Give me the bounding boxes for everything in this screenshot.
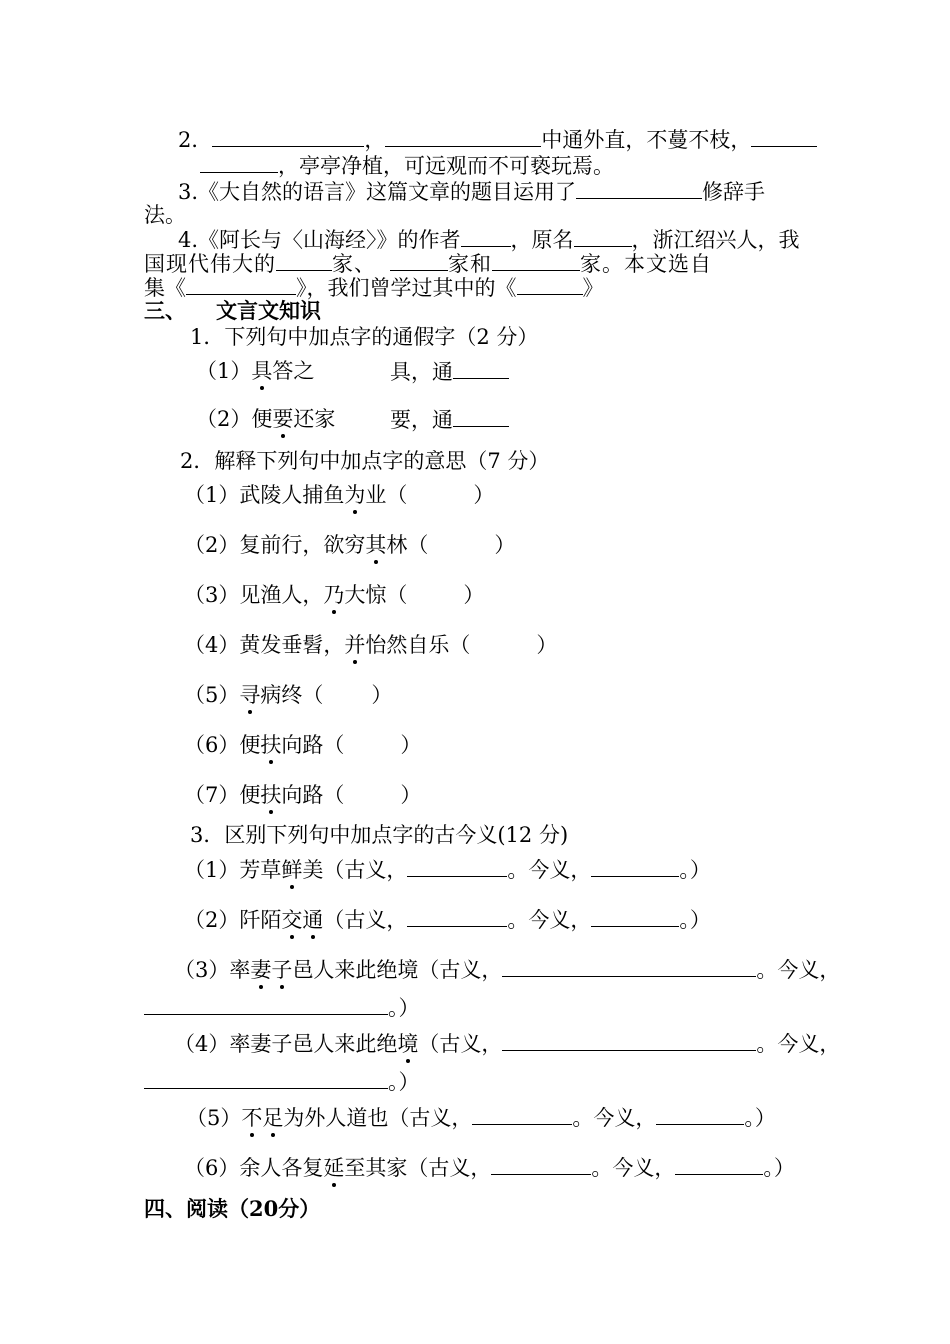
s3-q2-title xyxy=(180,448,549,474)
gu-blank[interactable] xyxy=(472,1104,572,1125)
item-number: （2） xyxy=(196,407,252,431)
s3-q3-item-4-cont xyxy=(144,1068,420,1095)
q4-text-2: ，原名 xyxy=(510,228,574,252)
gu-label: （古义， xyxy=(323,858,408,882)
dotted-char: 境 xyxy=(397,1032,419,1056)
jin-label: 。今义， xyxy=(756,958,841,982)
end-label: 。） xyxy=(388,1070,420,1094)
jin-label: 。今义， xyxy=(591,1156,676,1180)
jin-blank[interactable] xyxy=(144,1068,388,1089)
q2-blank-1[interactable] xyxy=(212,126,364,147)
item-text-after: 向路（ xyxy=(281,733,345,757)
jin-blank[interactable] xyxy=(144,994,388,1015)
s3-q1-title-text: 1．下列句中加点字的通假字（2 分） xyxy=(190,325,539,349)
gu-blank[interactable] xyxy=(491,1154,591,1175)
jin-blank[interactable] xyxy=(591,906,679,927)
item-text-before: 武陵人捕鱼 xyxy=(239,483,345,507)
s3-q1-title xyxy=(190,324,538,350)
s3-q2-item-5 xyxy=(184,682,392,708)
s3-q2-item-4 xyxy=(184,632,557,658)
q4-blank-8[interactable] xyxy=(186,274,296,295)
gu-blank[interactable] xyxy=(502,1030,756,1051)
item-text-before: 黄发垂髫， xyxy=(239,633,345,657)
s3-q3-item-1 xyxy=(184,856,711,883)
q4-text-10: 》 xyxy=(582,276,604,300)
s3-q3-item-3-cont xyxy=(144,994,420,1021)
item-number: （7） xyxy=(184,783,240,807)
item-text-before: （6）余人各复 xyxy=(184,1156,324,1180)
q2-text-1: 中通外直，不蔓不枝， xyxy=(541,128,752,152)
q2-line2 xyxy=(200,152,614,179)
dotted-char: 鲜 xyxy=(281,858,303,882)
s3-q2-item-6 xyxy=(184,732,421,758)
item-text-after: 向路（ xyxy=(281,783,345,807)
tongjia-label: 具，通 xyxy=(390,360,453,384)
item-text-after: 邑人来此绝境 xyxy=(292,958,419,982)
gu-blank[interactable] xyxy=(407,906,507,927)
dotted-char: 扶 xyxy=(260,733,282,757)
dotted-char: 足 xyxy=(262,1106,284,1130)
s3-q1-item-1-right xyxy=(390,358,509,385)
s3-q1-item-1 xyxy=(196,358,314,384)
gu-label: （古义， xyxy=(323,908,408,932)
q3-blank[interactable] xyxy=(576,178,702,199)
item-number: （6） xyxy=(184,733,240,757)
s3-q2-title-text: 2．解释下列句中加点字的意思（7 分） xyxy=(180,449,550,473)
q4-blank-name[interactable] xyxy=(574,226,632,247)
dotted-char: 交 xyxy=(281,908,303,932)
gu-label: （古义， xyxy=(418,958,503,982)
dotted-char: 通 xyxy=(302,908,324,932)
s3-q1-item-2 xyxy=(196,406,335,432)
s3-q2-item-1 xyxy=(184,482,494,508)
gu-label: （古义， xyxy=(407,1156,492,1180)
s3-q3-title-text: 3．区别下列句中加点字的古今义(12 分) xyxy=(190,823,569,847)
s3-q3-item-4 xyxy=(174,1030,840,1057)
s3-q2-item-7 xyxy=(184,782,421,808)
close-paren: ） xyxy=(400,733,422,757)
q2-text-2: ，亭亭净植，可远观而不可亵玩焉。 xyxy=(278,154,614,178)
section3-title: 文言文知识 xyxy=(216,298,321,323)
dotted-char: 扶 xyxy=(260,783,282,807)
item-number: （4） xyxy=(184,633,240,657)
dotted-char: 并 xyxy=(344,633,366,657)
close-paren: ） xyxy=(494,533,516,557)
item-text-before: 见渔人， xyxy=(239,583,324,607)
q4-line1 xyxy=(178,226,800,253)
q4-blank-5[interactable] xyxy=(390,250,448,271)
s3-q3-item-2 xyxy=(184,906,711,933)
q3-line1 xyxy=(178,178,765,205)
item-text-before: （1）芳草 xyxy=(184,858,282,882)
q2-comma: ， xyxy=(364,128,386,152)
item-text-after: 为外人道也 xyxy=(283,1106,389,1130)
tongjia-blank-2[interactable] xyxy=(453,406,509,427)
item-text-before: （5） xyxy=(186,1106,242,1130)
section4-heading xyxy=(144,1196,320,1222)
q4-text-6: 家和 xyxy=(448,252,492,276)
s3-q3-item-3 xyxy=(174,956,840,983)
item-text-after: 美 xyxy=(302,858,324,882)
dotted-char: 其 xyxy=(365,533,387,557)
close-paren: ） xyxy=(463,583,485,607)
item-text-before: （3）率 xyxy=(174,958,251,982)
item-number: （3） xyxy=(184,583,240,607)
dotted-char: 乃 xyxy=(323,583,345,607)
gu-blank[interactable] xyxy=(407,856,507,877)
jin-blank[interactable] xyxy=(675,1154,763,1175)
item-text-after: 至其家 xyxy=(344,1156,408,1180)
q4-text-9: 》，我们曾学过其中的《 xyxy=(296,276,517,300)
q4-text-3: ，浙江绍兴人，我 xyxy=(631,228,800,252)
s3-q3-item-5 xyxy=(186,1104,776,1131)
item-text-after: 大惊（ xyxy=(344,583,408,607)
item-text-after: 业（ xyxy=(365,483,408,507)
q3-text-3: 法。 xyxy=(144,203,186,227)
q4-blank-author[interactable] xyxy=(461,226,511,247)
q4-text-7: 家。本文选自 xyxy=(580,252,712,276)
dotted-char: 不 xyxy=(241,1106,263,1130)
q4-line2 xyxy=(144,250,712,277)
q2-blank-3[interactable] xyxy=(751,126,817,147)
gu-blank[interactable] xyxy=(502,956,756,977)
item-text-before: 便 xyxy=(239,783,261,807)
item-number: （5） xyxy=(184,683,240,707)
end-label: 。） xyxy=(763,1156,795,1180)
q2-number: 2． xyxy=(178,128,213,152)
dotted-char: 具 xyxy=(251,359,273,383)
item-number: （1） xyxy=(196,359,252,383)
jin-blank[interactable] xyxy=(656,1104,744,1125)
item-text-after: 还家 xyxy=(293,407,336,431)
dotted-char: 延 xyxy=(323,1156,345,1180)
tongjia-label: 要，通 xyxy=(390,408,453,432)
q4-blank-6[interactable] xyxy=(492,250,580,271)
jin-blank[interactable] xyxy=(591,856,679,877)
item-text-before: 复前行，欲穷 xyxy=(239,533,366,557)
q3-text-2: 修辞手 xyxy=(702,180,766,204)
close-paren: ） xyxy=(371,683,393,707)
close-paren: ） xyxy=(400,783,422,807)
q2-line1 xyxy=(178,126,817,153)
dotted-char: 子 xyxy=(271,958,293,982)
item-text-before: 便 xyxy=(239,733,261,757)
jin-label: 。今义， xyxy=(756,1032,841,1056)
item-number: （1） xyxy=(184,483,240,507)
dotted-char: 寻 xyxy=(239,683,261,707)
jin-label: 。今义， xyxy=(507,908,592,932)
end-label: 。） xyxy=(388,996,420,1020)
q4-text-5: 家、 xyxy=(332,252,376,276)
s3-q3-title xyxy=(190,822,568,848)
q2-blank-4[interactable] xyxy=(200,152,278,173)
end-label: 。） xyxy=(679,908,711,932)
dotted-char: 妻 xyxy=(250,958,272,982)
item-text-before: （2）阡陌 xyxy=(184,908,282,932)
item-text-after: 病终（ xyxy=(260,683,324,707)
tongjia-blank-1[interactable] xyxy=(453,358,509,379)
q4-line3 xyxy=(144,274,604,301)
close-paren: ） xyxy=(473,483,495,507)
section3-number: 三、 xyxy=(144,298,186,323)
item-text-before: （4）率妻子邑人来此绝 xyxy=(174,1032,398,1056)
close-paren: ） xyxy=(536,633,558,657)
q3-text-1: 3.《大自然的语言》这篇文章的题目运用了 xyxy=(178,180,577,204)
q4-text-4: 国现代伟大的 xyxy=(144,252,276,276)
item-text-after: 答之 xyxy=(272,359,315,383)
q4-text-1: 4.《阿长与〈山海经〉》的作者 xyxy=(178,228,461,252)
q2-blank-2[interactable] xyxy=(385,126,541,147)
dotted-char: 为 xyxy=(344,483,366,507)
jin-label: 。今义， xyxy=(572,1106,657,1130)
q3-line2 xyxy=(144,202,186,228)
q4-text-8: 集《 xyxy=(144,276,186,300)
gu-label: （古义， xyxy=(388,1106,473,1130)
item-text-after: 怡然自乐（ xyxy=(365,633,471,657)
item-number: （2） xyxy=(184,533,240,557)
end-label: 。） xyxy=(679,858,711,882)
jin-label: 。今义， xyxy=(507,858,592,882)
section3-heading xyxy=(144,298,321,324)
s3-q1-item-2-right xyxy=(390,406,509,433)
q4-blank-4[interactable] xyxy=(276,250,332,271)
s3-q3-item-6 xyxy=(184,1154,795,1181)
end-label: 。） xyxy=(744,1106,776,1130)
dotted-char: 要 xyxy=(272,407,294,431)
item-text-after: 林（ xyxy=(386,533,429,557)
section4-title: 四、阅读（20分） xyxy=(144,1196,321,1221)
q4-blank-9[interactable] xyxy=(517,274,583,295)
item-text-before: 便 xyxy=(251,407,273,431)
s3-q2-item-3 xyxy=(184,582,484,608)
gu-label: （古义， xyxy=(418,1032,503,1056)
s3-q2-item-2 xyxy=(184,532,515,558)
